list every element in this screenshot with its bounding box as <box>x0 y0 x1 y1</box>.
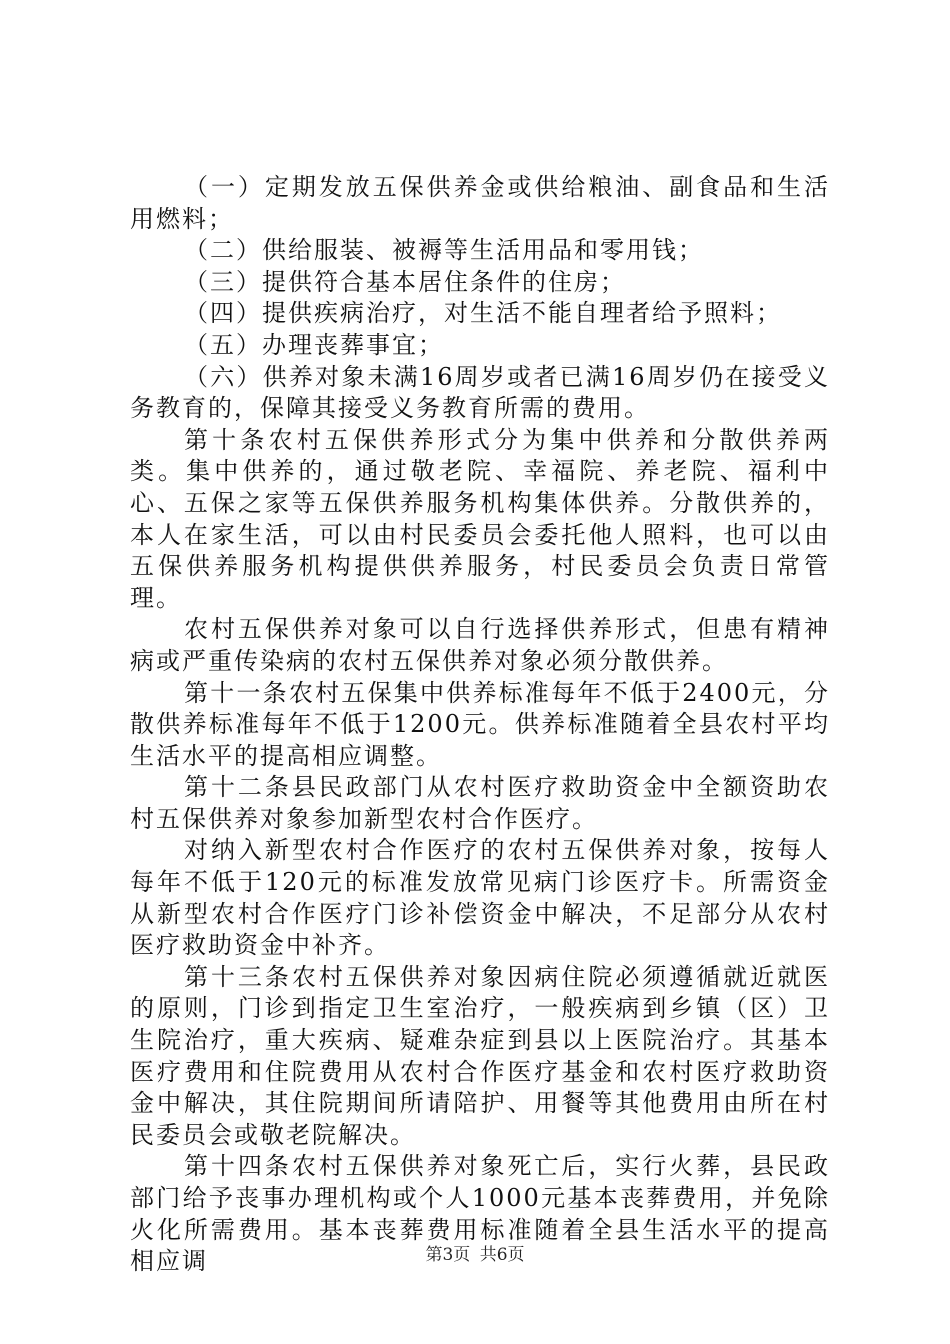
paragraph-4: （四）提供疾病治疗，对生活不能自理者给予照料； <box>184 299 782 328</box>
paragraph-10: 第十二条县民政部门从农村医疗救助资金中全额资助农村五保供养对象参加新型农村合作医疗。 <box>130 773 830 833</box>
paragraph-6: （六）供养对象未满16周岁或者已满16周岁仍在接受义务教育的，保障其接受义务教育所需的费用。 <box>130 362 830 423</box>
paragraph-13: 第十四条农村五保供养对象死亡后，实行火葬，县民政部门给予丧事办理机构或个人1000元基本丧葬费用，并免除火化所需费用。基本丧葬费用标准随着全县生活水平的提高相应调 <box>130 1152 830 1276</box>
page-total: 共6页 <box>479 1245 525 1265</box>
paragraph-5: （五）办理丧葬事宜； <box>184 330 444 359</box>
paragraph-8: 农村五保供养对象可以自行选择供养形式，但患有精神病或严重传染病的农村五保供养对象必须分散供养。 <box>130 615 830 675</box>
paragraph-3: （三）提供符合基本居住条件的住房； <box>184 267 626 296</box>
paragraph-1: （一）定期发放五保供养金或供给粮油、副食品和生活用燃料； <box>130 173 830 233</box>
paragraph-2: （二）供给服装、被褥等生活用品和零用钱； <box>184 236 704 265</box>
paragraph-11: 对纳入新型农村合作医疗的农村五保供养对象，按每人每年不低于120元的标准发放常见病门诊医疗卡。所需资金从新型农村合作医疗门诊补偿资金中解决，不足部分从农村医疗救助资金中补齐。 <box>130 836 830 960</box>
paragraph-7: 第十条农村五保供养形式分为集中供养和分散供养两类。集中供养的，通过敬老院、幸福院、养老院、福利中心、五保之家等五保供养服务机构集体供养。分散供养的，本人在家生活，可以由村民委员会委托他人照料，也可以由五保供养服务机构提供供养服务，村民委员会负责日常管理。 <box>130 425 830 612</box>
paragraph-9: 第十一条农村五保集中供养标准每年不低于2400元，分散供养标准每年不低于1200元。供养标准随着全县农村平均生活水平的提高相应调整。 <box>130 678 830 770</box>
page-footer <box>0 1240 950 1265</box>
document-body <box>130 172 830 1278</box>
paragraph-12: 第十三条农村五保供养对象因病住院必须遵循就近就医的原则，门诊到指定卫生室治疗，一般疾病到乡镇（区）卫生院治疗，重大疾病、疑难杂症到县以上医院治疗。其基本医疗费用和住院费用从农村合作医疗基金和农村医疗救助资金中解决，其住院期间所请陪护、用餐等其他费用由所在村民委员会或敬老院解决。 <box>130 962 830 1149</box>
page-number: 第3页 <box>425 1245 471 1265</box>
